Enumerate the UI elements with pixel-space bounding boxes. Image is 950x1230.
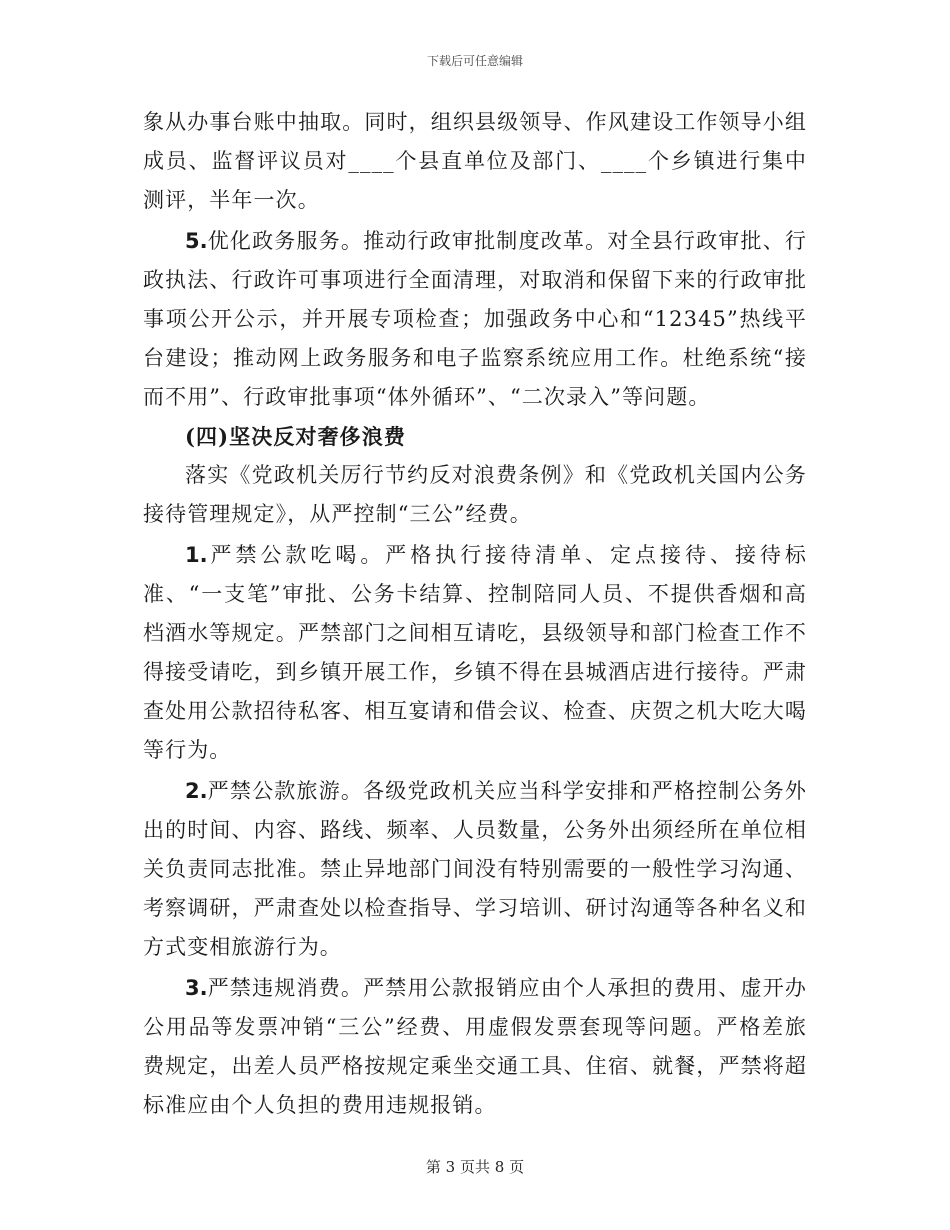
page-number: 第 3 页共 8 页 xyxy=(425,1158,525,1176)
paragraph-continuation: 象从办事台账中抽取。同时，组织县级领导、作风建设工作领导小组成员、监督评议员对____个县直单位及部门、____个乡镇进行集中测评，半年一次。 xyxy=(143,110,807,212)
paragraph-item-3 xyxy=(143,969,807,1125)
document-body xyxy=(143,103,807,1125)
paragraph-item-1 xyxy=(143,536,807,770)
paragraph-text: 严禁违规消费。严禁用公款报销应由个人承担的费用、虚开办公用品等发票冲销“三公”经费、用虚假发票套现等问题。严格差旅费规定，出差人员严格按规定乘坐交通工具、住宿、就餐，严禁将超标准应由个人负担的费用违规报销。 xyxy=(143,976,807,1117)
section-heading-4: (四)坚决反对奢侈浪费 xyxy=(185,424,406,449)
item-number: 5. xyxy=(185,229,208,253)
paragraph-text: 优化政务服务。推动行政审批制度改革。对全县行政审批、行政执法、行政许可事项进行全面清理，对取消和保留下来的行政审批事项公开公示，并开展专项检查；加强政务中心和“12345”热线平台建设；推动网上政务服务和电子监察系统应用工作。杜绝系统“接而不用”、行政审批事项“体外循环”、“二次录入”等问题。 xyxy=(143,229,807,409)
paragraph-item-2 xyxy=(143,772,807,967)
page-header-note: 下载后可任意编辑 xyxy=(426,54,523,68)
item-number: 3. xyxy=(185,976,208,1000)
paragraph-text: 严禁公款旅游。各级党政机关应当科学安排和严格控制公务外出的时间、内容、路线、频率、人员数量，公务外出须经所在单位相关负责同志批准。禁止异地部门间没有特别需要的一般性学习沟通、考察调研，严肃查处以检查指导、学习培训、研讨沟通等各种名义和方式变相旅游行为。 xyxy=(143,779,807,959)
paragraph-text: 严禁公款吃喝。严格执行接待清单、定点接待、接待标准、“一支笔”审批、公务卡结算、控制陪同人员、不提供香烟和高档酒水等规定。严禁部门之间相互请吃，县级领导和部门检查工作不得接受请吃，到乡镇开展工作，乡镇不得在县城酒店进行接待。严肃查处用公款招待私客、相互宴请和借会议、检查、庆贺之机大吃大喝等行为。 xyxy=(143,543,807,762)
paragraph-item-5 xyxy=(143,222,807,417)
item-number: 2. xyxy=(185,779,208,803)
paragraph-intro: 落实《党政机关厉行节约反对浪费条例》和《党政机关国内公务接待管理规定》，从严控制“三公”经费。 xyxy=(143,463,807,526)
item-number: 1. xyxy=(185,543,208,567)
